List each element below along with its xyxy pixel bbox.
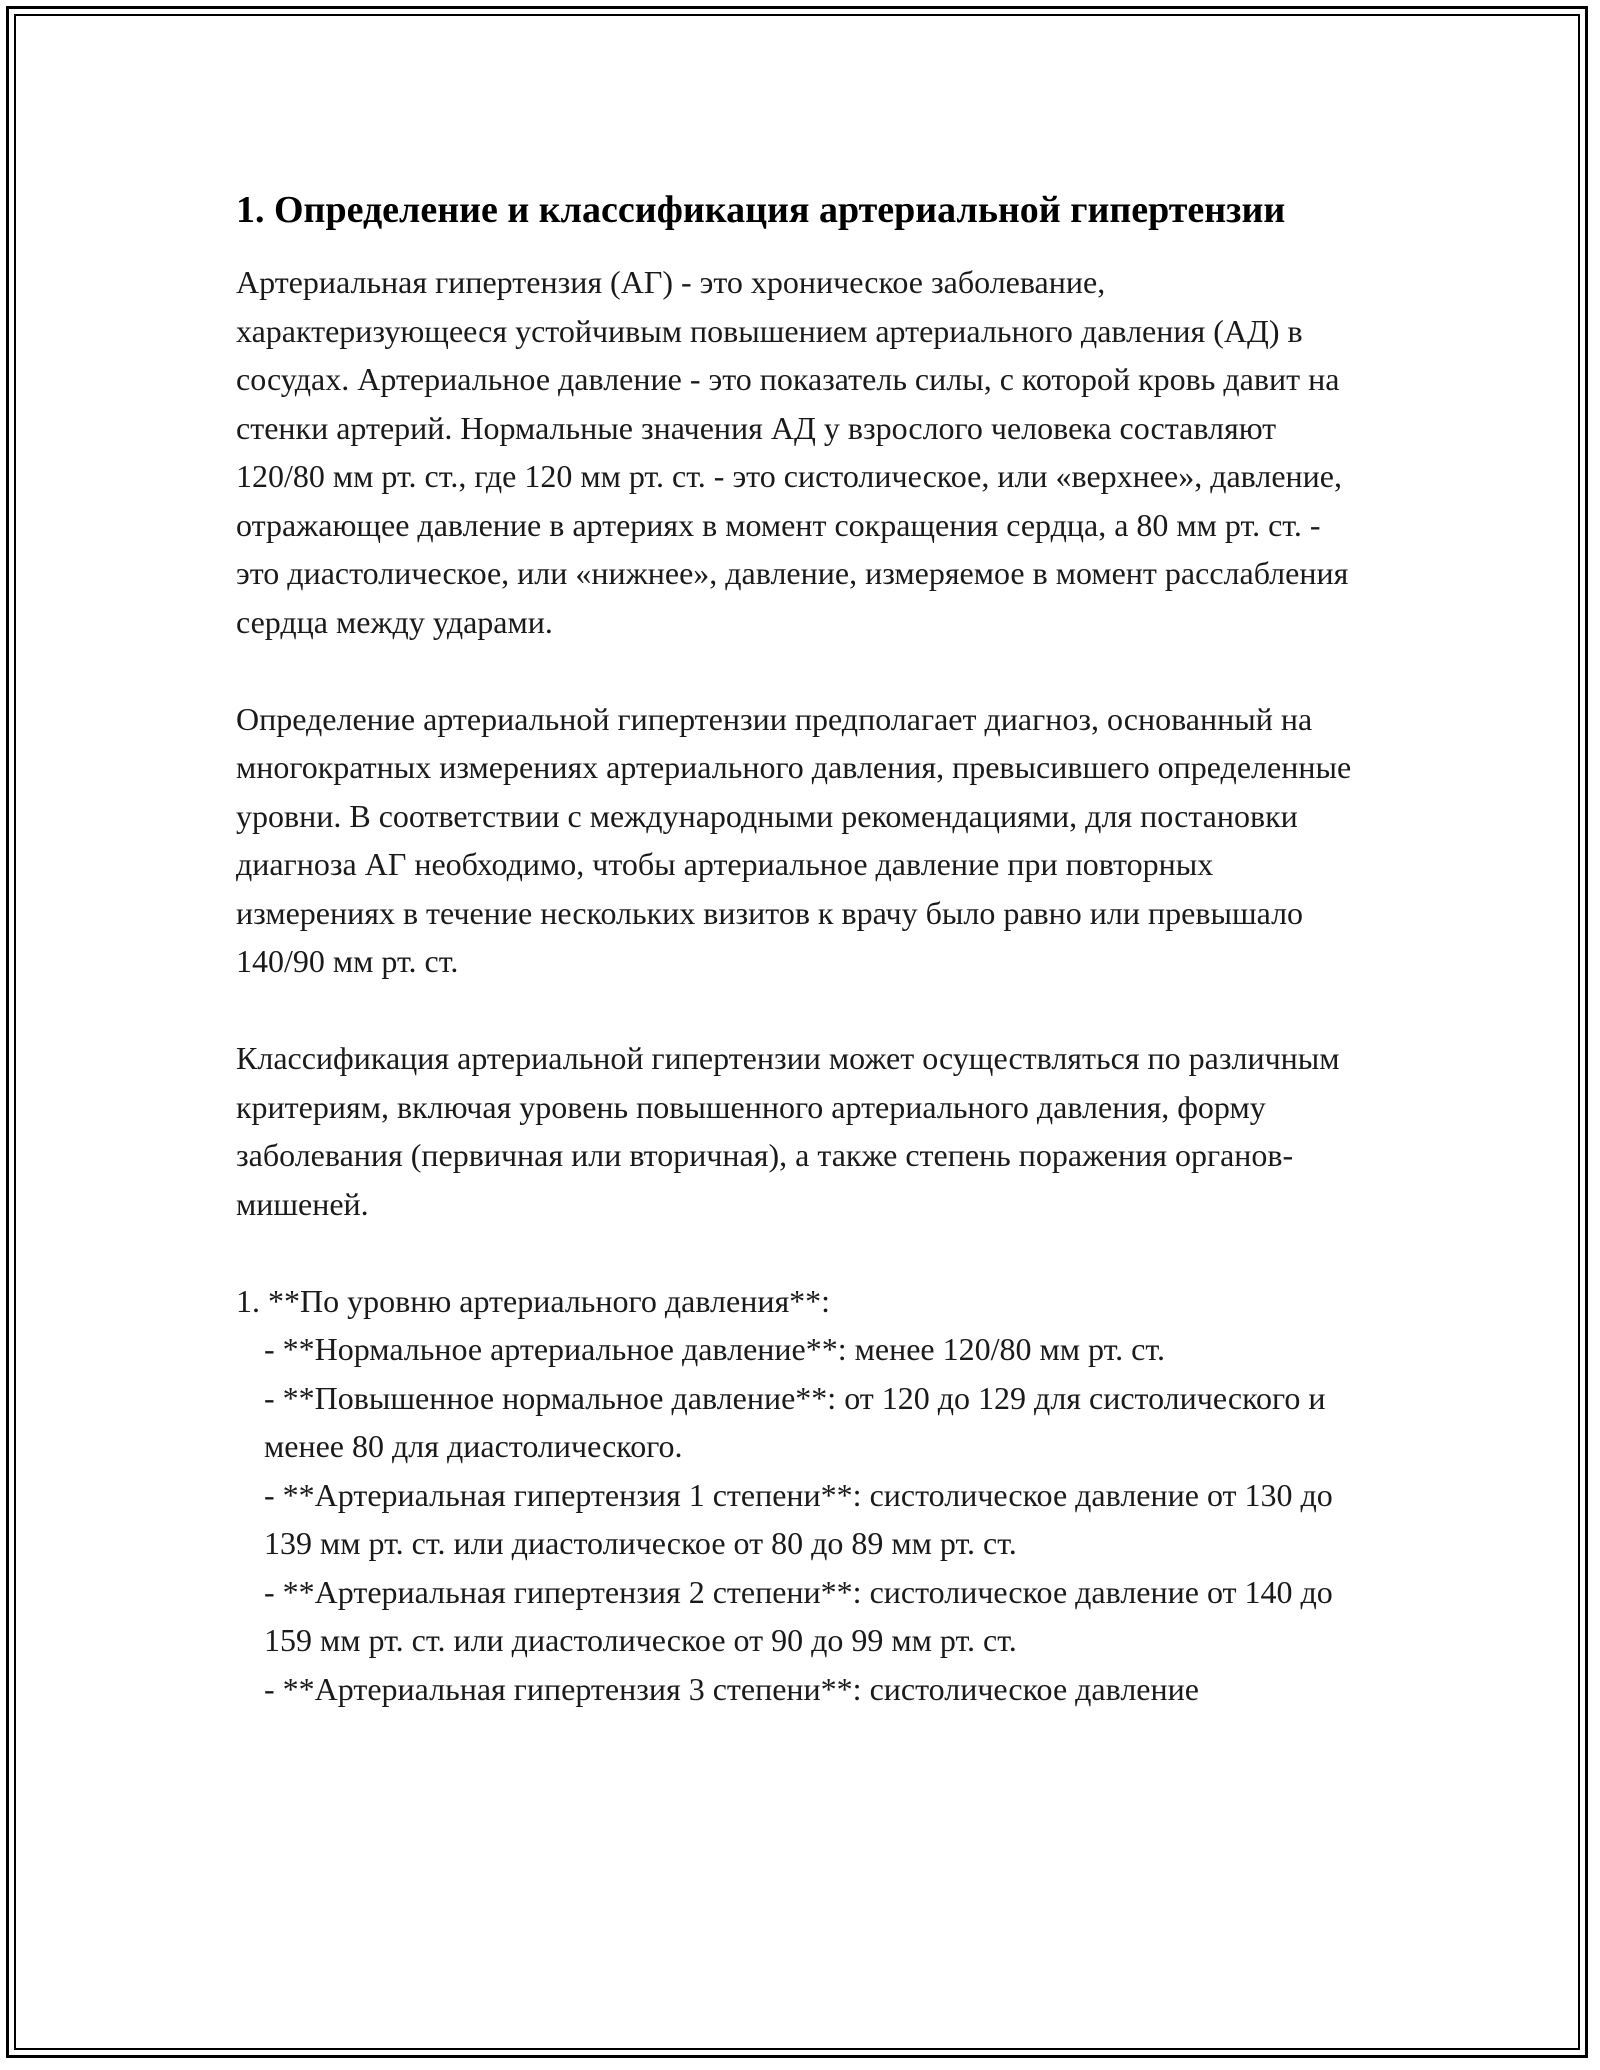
paragraph-diagnosis: Определение артериальной гипертензии предполагает диагноз, основанный на многократных измерениях артериального давления, превысившего определенные уровни. В соответствии с международными рекомендациями, для постановки диагноза АГ необходимо, чтобы артериальное давление при повторных измерениях в течение нескольких визитов к врачу было равно или превышало 140/90 мм рт. ст. (236, 700, 1352, 979)
paragraph-definition: Артериальная гипертензия (АГ) - это хроническое заболевание, характеризующееся устойчивым повышением артериального давления (АД) в сосудах. Артериальное давление - это показатель силы, с которой кровь давит на стенки артерий. Нормальные значения АД у взрослого человека составляют 120/80 мм рт. ст., где 120 мм рт. ст. - это систолическое, или «верхнее», давление, отражающее давление в артериях в момент сокращения сердца, а 80 мм рт. ст. - это диастолическое, или «нижнее», давление, измеряемое в момент расслабления сердца между ударами. (236, 264, 1349, 640)
paragraph-classification: Классификация артериальной гипертензии может осуществляться по различным критериям, включая уровень повышенного артериального давления, форму заболевания (первичная или вторичная), а также степень поражения органов-мишеней. (236, 1040, 1340, 1222)
list-item: - **Нормальное артериальное давление**: менее 120/80 мм рт. ст. (264, 1331, 1165, 1367)
list-title: 1. **По уровню артериального давления**: (236, 1282, 831, 1319)
list-item: - **Повышенное нормальное давление**: от 120 до 129 для систолического и менее 80 для диастолического. (264, 1379, 1326, 1464)
section-heading: 1. Определение и классификация артериальной гипертензии (236, 189, 1286, 231)
list-item: - **Артериальная гипертензия 2 степени**: систолическое давление от 140 до 159 мм рт. ст. или диастолическое от 90 до 99 мм рт. ст. (264, 1573, 1333, 1658)
classification-list (236, 1277, 1356, 1714)
list-item: - **Артериальная гипертензия 3 степени**: систолическое давление (264, 1670, 1199, 1707)
document-body (236, 182, 1356, 1713)
list-item: - **Артериальная гипертензия 1 степени**: систолическое давление от 130 до 139 мм рт. ст. или диастолическое от 80 до 89 мм рт. ст. (264, 1476, 1333, 1561)
